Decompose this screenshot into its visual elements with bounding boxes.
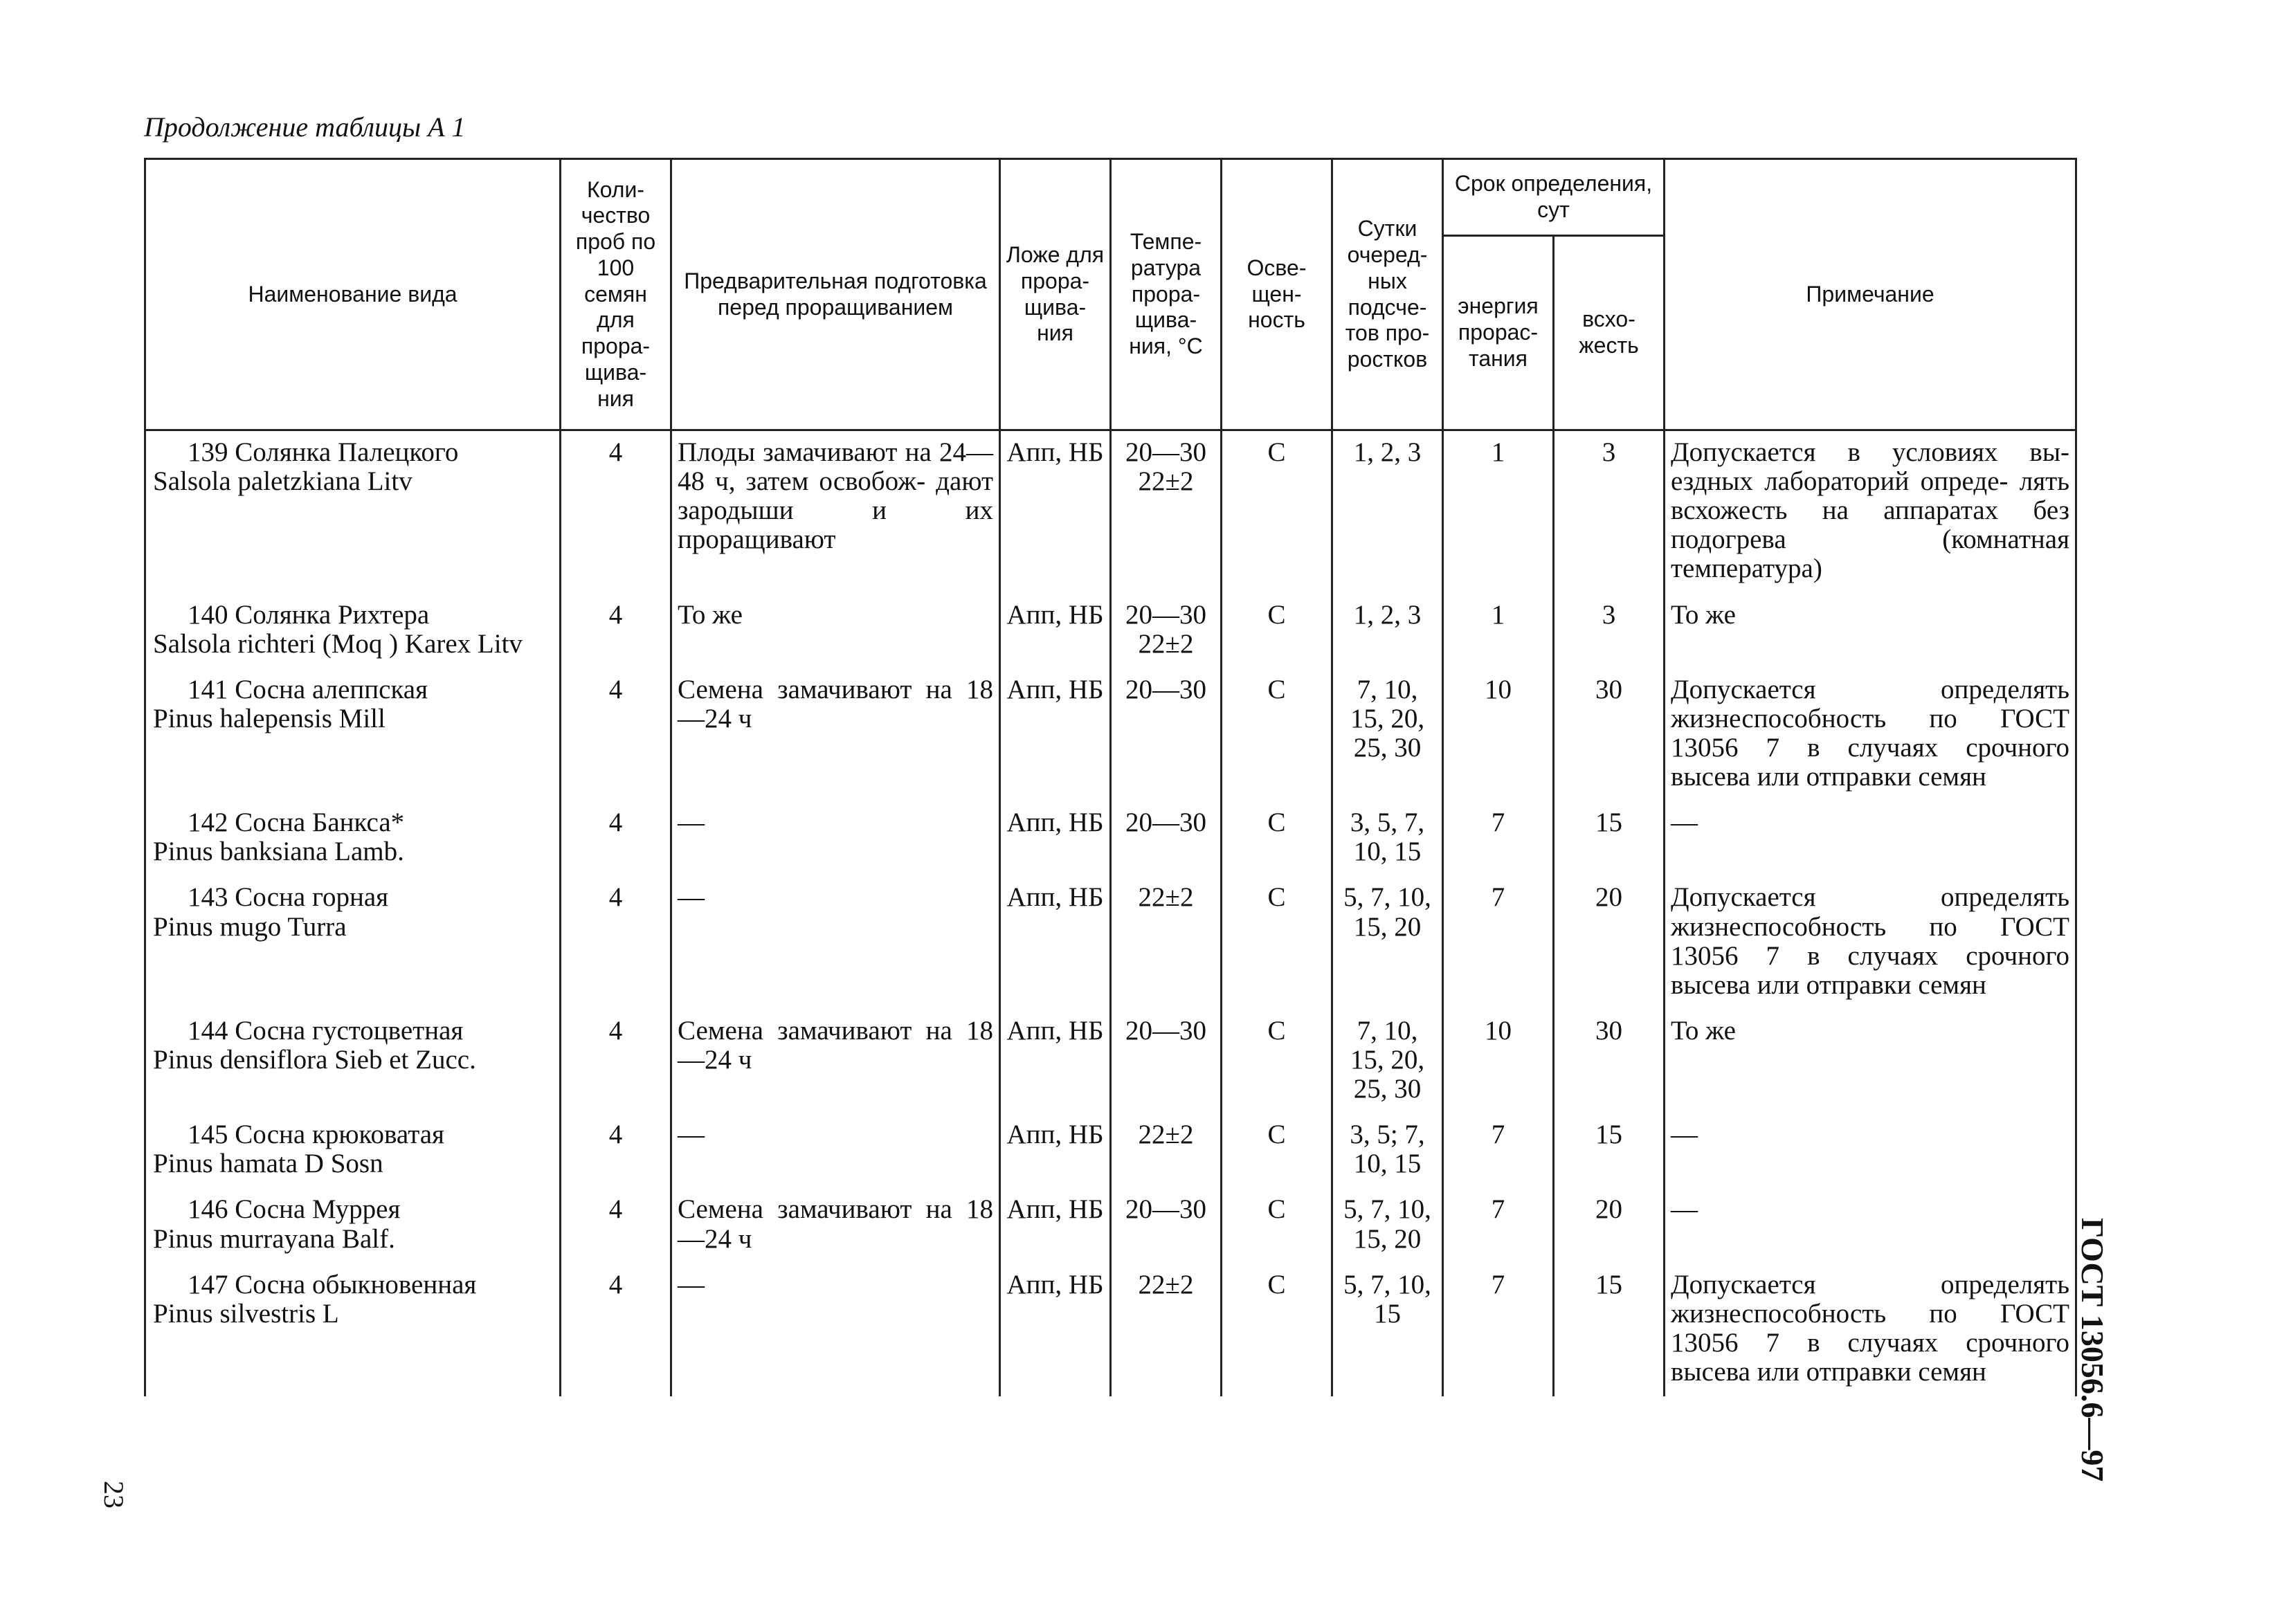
- light-cell: С: [1222, 594, 1332, 668]
- prep-cell: Семена замачивают на 18—24 ч: [671, 1188, 1000, 1263]
- temp-cell: 22±2: [1111, 876, 1222, 1009]
- table-row: [145, 1263, 2076, 1396]
- species-latin-name: Pinus murrayana Balf.: [153, 1223, 395, 1254]
- note-cell: Допускается в условиях вы- ездных лабораторий опреде- лять всхожесть на аппаратах без подогрева (комнатная температура): [1665, 430, 2076, 594]
- table-row: [145, 876, 2076, 1009]
- samples-cell: 4: [561, 430, 671, 594]
- note-cell: То же: [1665, 594, 2076, 668]
- germ-cell: 3: [1554, 430, 1665, 594]
- energy-cell: 10: [1443, 668, 1554, 801]
- species-latin-name: Salsola richteri (Moq ) Karex Litv: [153, 628, 523, 659]
- header-energy: энергия прорас- тания: [1443, 236, 1554, 430]
- species-russian-name: Сосна густоцветная: [235, 1015, 464, 1046]
- samples-cell: 4: [561, 801, 671, 876]
- note-cell: Допускается определять жизнеспособность по ГОСТ 13056 7 в случаях срочного высева или отправки семян: [1665, 668, 2076, 801]
- header-prep: Предварительная подготовка перед проращиванием: [671, 159, 1000, 430]
- energy-cell: 1: [1443, 430, 1554, 594]
- days-cell: 5, 7, 10, 15: [1332, 1263, 1443, 1396]
- table-row: [145, 430, 2076, 594]
- energy-cell: 1: [1443, 594, 1554, 668]
- species-name-cell: [145, 1010, 561, 1113]
- header-germ: всхо- жесть: [1554, 236, 1665, 430]
- row-number: 141: [188, 674, 228, 704]
- germ-cell: 20: [1554, 1188, 1665, 1263]
- prep-cell: —: [671, 1113, 1000, 1188]
- row-number: 144: [188, 1015, 228, 1046]
- germ-cell: 15: [1554, 1263, 1665, 1396]
- species-latin-name: Salsola paletzkiana Litv: [153, 466, 413, 497]
- energy-cell: 7: [1443, 1188, 1554, 1263]
- bed-cell: Апп, НБ: [1000, 876, 1111, 1009]
- species-russian-name: Сосна Муррея: [235, 1194, 401, 1225]
- note-cell: —: [1665, 1113, 2076, 1188]
- samples-cell: 4: [561, 594, 671, 668]
- light-cell: С: [1222, 1113, 1332, 1188]
- temp-cell: 22±2: [1111, 1113, 1222, 1188]
- bed-cell: Апп, НБ: [1000, 1188, 1111, 1263]
- energy-cell: 10: [1443, 1010, 1554, 1113]
- species-name-cell: [145, 594, 561, 668]
- germ-cell: 3: [1554, 594, 1665, 668]
- temp-cell: 20—30: [1111, 668, 1222, 801]
- days-cell: 5, 7, 10, 15, 20: [1332, 1188, 1443, 1263]
- bed-cell: Апп, НБ: [1000, 668, 1111, 801]
- row-number: 140: [188, 599, 228, 630]
- bed-cell: Апп, НБ: [1000, 430, 1111, 594]
- prep-cell: Семена замачивают на 18—24 ч: [671, 1010, 1000, 1113]
- samples-cell: 4: [561, 1188, 671, 1263]
- seed-germination-table: [144, 158, 2077, 1396]
- prep-cell: То же: [671, 594, 1000, 668]
- table-row: [145, 594, 2076, 668]
- germ-cell: 30: [1554, 1010, 1665, 1113]
- days-cell: 5, 7, 10, 15, 20: [1332, 876, 1443, 1009]
- germ-cell: 20: [1554, 876, 1665, 1009]
- bed-cell: Апп, НБ: [1000, 1010, 1111, 1113]
- row-number: 143: [188, 882, 228, 913]
- header-note: Примечание: [1665, 159, 2076, 430]
- species-russian-name: Сосна крюковатая: [235, 1120, 444, 1150]
- light-cell: С: [1222, 1263, 1332, 1396]
- species-name-cell: [145, 1263, 561, 1396]
- temp-cell: 22±2: [1111, 1263, 1222, 1396]
- prep-cell: Семена замачивают на 18—24 ч: [671, 668, 1000, 801]
- species-name-cell: [145, 1188, 561, 1263]
- species-name-cell: [145, 1113, 561, 1188]
- header-term: Срок определения, сут: [1443, 159, 1665, 236]
- bed-cell: Апп, НБ: [1000, 1113, 1111, 1188]
- species-russian-name: Сосна алеппская: [235, 674, 428, 704]
- note-cell: —: [1665, 1188, 2076, 1263]
- light-cell: С: [1222, 430, 1332, 594]
- species-russian-name: Солянка Рихтера: [235, 599, 430, 630]
- samples-cell: 4: [561, 1113, 671, 1188]
- species-russian-name: Сосна Банкса*: [235, 808, 405, 838]
- header-light: Осве- щен- ность: [1222, 159, 1332, 430]
- samples-cell: 4: [561, 1010, 671, 1113]
- species-name-cell: [145, 668, 561, 801]
- header-bed: Ложе для прора- щива- ния: [1000, 159, 1111, 430]
- table-caption: Продолжение таблицы А 1: [144, 111, 466, 143]
- bed-cell: Апп, НБ: [1000, 1263, 1111, 1396]
- light-cell: С: [1222, 801, 1332, 876]
- species-russian-name: Сосна обыкновенная: [235, 1269, 477, 1299]
- species-name-cell: [145, 430, 561, 594]
- species-latin-name: Pinus halepensis Mill: [153, 703, 386, 733]
- header-name: Наименование вида: [145, 159, 561, 430]
- table-row: [145, 801, 2076, 876]
- prep-cell: —: [671, 801, 1000, 876]
- species-latin-name: Pinus mugo Turra: [153, 911, 347, 942]
- note-cell: То же: [1665, 1010, 2076, 1113]
- temp-cell: 20—30: [1111, 1010, 1222, 1113]
- species-name-cell: [145, 876, 561, 1009]
- header-days: Сутки очеред- ных подсче- тов про- ростков: [1332, 159, 1443, 430]
- energy-cell: 7: [1443, 1263, 1554, 1396]
- table-row: [145, 1188, 2076, 1263]
- species-russian-name: Сосна горная: [235, 882, 389, 913]
- days-cell: 3, 5; 7, 10, 15: [1332, 1113, 1443, 1188]
- species-latin-name: Pinus hamata D Sosn: [153, 1149, 383, 1179]
- temp-cell: 20—30: [1111, 1188, 1222, 1263]
- days-cell: 3, 5, 7, 10, 15: [1332, 801, 1443, 876]
- light-cell: С: [1222, 1010, 1332, 1113]
- days-cell: 7, 10, 15, 20, 25, 30: [1332, 1010, 1443, 1113]
- days-cell: 7, 10, 15, 20, 25, 30: [1332, 668, 1443, 801]
- table-row: [145, 1010, 2076, 1113]
- row-number: 146: [188, 1194, 228, 1225]
- germ-cell: 30: [1554, 668, 1665, 801]
- days-cell: 1, 2, 3: [1332, 594, 1443, 668]
- row-number: 147: [188, 1269, 228, 1299]
- note-cell: Допускается определять жизнеспособность по ГОСТ 13056 7 в случаях срочного высева или отправки семян: [1665, 876, 2076, 1009]
- note-cell: —: [1665, 801, 2076, 876]
- header-temp: Темпе- ратура прора- щива- ния, °С: [1111, 159, 1222, 430]
- energy-cell: 7: [1443, 876, 1554, 1009]
- samples-cell: 4: [561, 1263, 671, 1396]
- prep-cell: Плоды замачивают на 24—48 ч, затем освобож- дают зародыши и их проращивают: [671, 430, 1000, 594]
- temp-cell: 20—30: [1111, 801, 1222, 876]
- energy-cell: 7: [1443, 1113, 1554, 1188]
- temp-cell: 20—30 22±2: [1111, 430, 1222, 594]
- light-cell: С: [1222, 1188, 1332, 1263]
- species-latin-name: Pinus densiflora Sieb et Zucc.: [153, 1044, 476, 1075]
- species-name-cell: [145, 801, 561, 876]
- bed-cell: Апп, НБ: [1000, 801, 1111, 876]
- germ-cell: 15: [1554, 1113, 1665, 1188]
- prep-cell: —: [671, 1263, 1000, 1396]
- days-cell: 1, 2, 3: [1332, 430, 1443, 594]
- samples-cell: 4: [561, 668, 671, 801]
- species-latin-name: Pinus silvestris L: [153, 1298, 339, 1329]
- standard-side-label: ГОСТ 13056.6—97: [2075, 1218, 2110, 1482]
- temp-cell: 20—30 22±2: [1111, 594, 1222, 668]
- page-number: 23: [98, 1481, 129, 1508]
- table-row: [145, 668, 2076, 801]
- species-russian-name: Солянка Палецкого: [235, 437, 459, 467]
- prep-cell: —: [671, 876, 1000, 1009]
- light-cell: С: [1222, 876, 1332, 1009]
- species-latin-name: Pinus banksiana Lamb.: [153, 837, 404, 867]
- energy-cell: 7: [1443, 801, 1554, 876]
- header-samples: Коли- чество проб по 100 семян для прора- щива- ния: [561, 159, 671, 430]
- row-number: 145: [188, 1120, 228, 1150]
- row-number: 139: [188, 437, 228, 467]
- light-cell: С: [1222, 668, 1332, 801]
- bed-cell: Апп, НБ: [1000, 594, 1111, 668]
- samples-cell: 4: [561, 876, 671, 1009]
- table-row: [145, 1113, 2076, 1188]
- note-cell: Допускается определять жизнеспособность по ГОСТ 13056 7 в случаях срочного высева или отправки семян: [1665, 1263, 2076, 1396]
- row-number: 142: [188, 808, 228, 838]
- germ-cell: 15: [1554, 801, 1665, 876]
